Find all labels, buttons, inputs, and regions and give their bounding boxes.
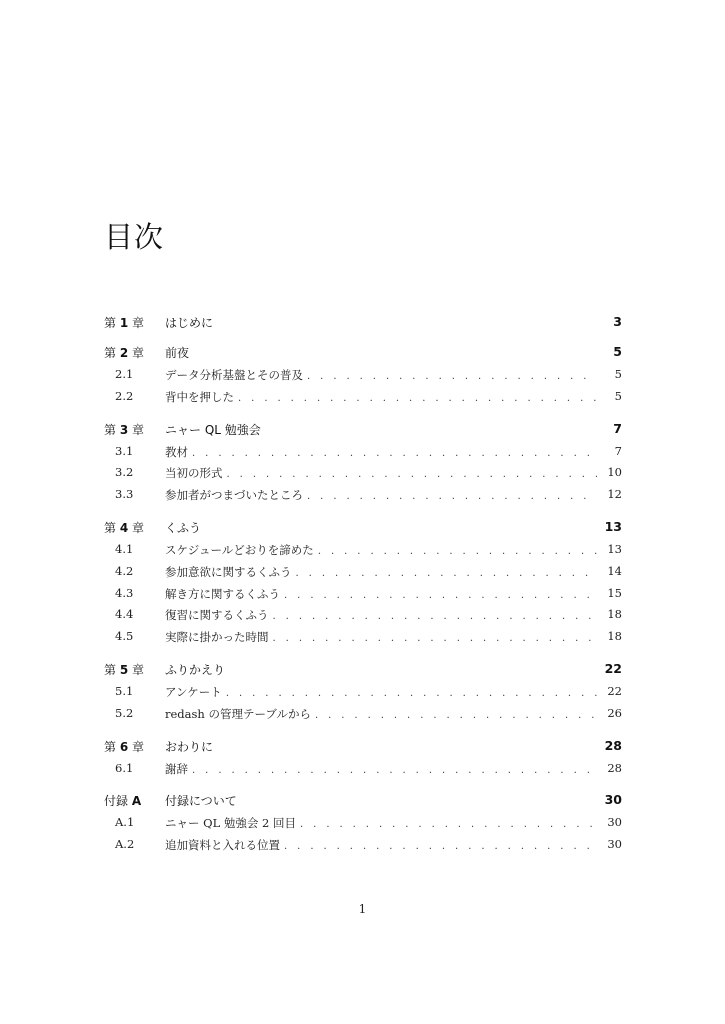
dot-leader — [284, 841, 597, 852]
section-page-number: 15 — [607, 585, 622, 600]
toc-chapter — [0, 657, 725, 725]
toc-chapter — [0, 515, 725, 648]
chapter-title: くふう — [165, 520, 202, 535]
chapter-number-value: 4 — [119, 520, 129, 535]
toc-section-entry[interactable] — [0, 604, 725, 626]
page-number: 1 — [358, 902, 367, 916]
section-number: 2.1 — [115, 367, 134, 381]
section-title-leader — [165, 389, 597, 405]
chapter-suffix: 章 — [132, 316, 145, 330]
section-title-leader — [165, 629, 597, 645]
chapter-number — [104, 661, 144, 678]
chapter-page-number: 7 — [613, 420, 622, 436]
chapter-number-value: A — [131, 794, 142, 809]
dot-leader — [300, 819, 597, 830]
section-title: 教材 — [165, 444, 188, 459]
section-title: 背中を押した — [165, 389, 234, 404]
section-page-number: 18 — [607, 607, 622, 622]
section-page-number: 12 — [607, 487, 622, 502]
toc-chapter-entry[interactable] — [0, 734, 725, 755]
chapter-prefix: 第 — [104, 520, 117, 535]
toc-section-entry[interactable] — [0, 703, 725, 725]
dot-leader — [307, 371, 597, 382]
chapter-title: はじめに — [165, 316, 214, 330]
toc-section-entry[interactable] — [0, 364, 725, 386]
chapter-number — [104, 344, 144, 361]
section-title-leader — [165, 444, 597, 460]
toc-section-entry[interactable] — [0, 681, 725, 703]
section-title-leader — [165, 564, 597, 580]
chapter-page-number: 30 — [604, 792, 622, 808]
chapter-prefix: 付録 — [104, 794, 129, 809]
section-title-leader — [165, 586, 597, 602]
section-page-number: 7 — [614, 443, 622, 458]
toc-section-entry[interactable] — [0, 758, 725, 780]
section-title: ニャー QL 勉強会 2 回目 — [165, 816, 297, 831]
dot-leader — [273, 633, 598, 644]
dot-leader — [192, 765, 597, 776]
chapter-suffix: 章 — [132, 346, 145, 360]
toc-chapter — [0, 734, 725, 780]
section-number: 4.2 — [115, 563, 134, 578]
chapter-number-value: 6 — [119, 739, 129, 754]
dot-leader — [226, 688, 597, 699]
section-title-leader — [165, 465, 597, 481]
dot-leader — [318, 546, 597, 557]
chapter-title: ニャー QL 勉強会 — [165, 422, 261, 437]
toc-chapter-entry[interactable] — [0, 657, 725, 678]
toc-section-entry[interactable] — [0, 462, 725, 484]
chapter-suffix: 章 — [132, 422, 145, 437]
chapter-title: ふりかえり — [165, 662, 226, 677]
chapter-prefix: 第 — [104, 739, 117, 754]
section-number: 5.2 — [115, 705, 134, 720]
section-title: 当初の形式 — [165, 466, 223, 481]
chapter-number — [104, 792, 141, 809]
section-title-leader — [165, 706, 597, 722]
section-title-leader — [165, 815, 597, 831]
dot-leader — [315, 710, 597, 721]
chapter-prefix: 第 — [104, 346, 117, 360]
chapter-prefix: 第 — [104, 316, 117, 330]
toc-section-entry[interactable] — [0, 386, 725, 408]
section-page-number: 28 — [607, 760, 622, 775]
section-number: 4.5 — [115, 629, 134, 644]
section-number: 5.1 — [115, 683, 134, 698]
toc-section-entry[interactable] — [0, 539, 725, 561]
section-page-number: 26 — [607, 705, 622, 720]
toc-list — [0, 310, 725, 865]
section-number: 4.3 — [115, 585, 134, 600]
section-number: 2.2 — [115, 388, 134, 403]
chapter-number — [104, 738, 144, 755]
section-number: 4.4 — [115, 607, 134, 622]
chapter-number-value: 1 — [119, 316, 129, 330]
toc-chapter — [0, 417, 725, 506]
toc-chapter — [0, 788, 725, 856]
section-title-leader — [165, 837, 597, 853]
toc-section-entry[interactable] — [0, 626, 725, 648]
section-page-number: 13 — [607, 541, 622, 556]
section-number: 3.1 — [115, 443, 134, 458]
toc-chapter — [0, 340, 725, 408]
toc-chapter — [0, 310, 725, 331]
section-number: 3.3 — [115, 487, 134, 502]
section-title: アンケート — [165, 684, 222, 699]
dot-leader — [192, 448, 597, 459]
section-title-leader — [165, 367, 597, 383]
chapter-page-number: 13 — [604, 518, 622, 534]
toc-section-entry[interactable] — [0, 441, 725, 463]
section-title: 参加意欲に関するくふう — [165, 564, 292, 579]
section-title-leader — [165, 487, 597, 503]
section-page-number: 30 — [607, 837, 622, 852]
section-title: 謝辞 — [165, 761, 188, 776]
section-title: 実際に掛かった時間 — [165, 630, 269, 645]
toc-chapter-entry[interactable] — [0, 788, 725, 809]
chapter-number-value: 5 — [119, 662, 129, 677]
toc-chapter-entry[interactable] — [0, 515, 725, 536]
toc-chapter-entry[interactable] — [0, 310, 725, 331]
section-page-number: 5 — [614, 388, 622, 403]
section-title: 参加者がつまづいたところ — [165, 488, 303, 503]
chapter-page-number: 28 — [604, 737, 622, 753]
chapter-title: おわりに — [165, 739, 214, 754]
section-number: A.2 — [115, 837, 135, 852]
chapter-number — [104, 314, 144, 331]
section-page-number: 10 — [607, 465, 622, 480]
dot-leader — [227, 469, 598, 480]
chapter-prefix: 第 — [104, 422, 117, 437]
section-page-number: 18 — [607, 629, 622, 644]
dot-leader — [273, 611, 598, 622]
section-title: 追加資料と入れる位置 — [165, 838, 280, 853]
chapter-page-number: 3 — [613, 314, 622, 329]
chapter-suffix: 章 — [132, 520, 145, 535]
section-title: 解き方に関するくふう — [165, 586, 280, 601]
section-number: 4.1 — [115, 541, 134, 556]
chapter-suffix: 章 — [132, 662, 145, 677]
chapter-suffix: 章 — [132, 739, 145, 754]
chapter-title: 前夜 — [165, 346, 190, 360]
section-number: A.1 — [115, 815, 135, 830]
toc-section-entry[interactable] — [0, 834, 725, 856]
chapter-number-value: 3 — [119, 422, 129, 437]
dot-leader — [296, 568, 598, 579]
dot-leader — [307, 491, 597, 502]
section-title-leader — [165, 761, 597, 777]
section-title: データ分析基盤とその普及 — [165, 368, 303, 382]
toc-section-entry[interactable] — [0, 484, 725, 506]
section-title-leader — [165, 684, 597, 700]
dot-leader — [284, 590, 597, 601]
toc-section-entry[interactable] — [0, 561, 725, 583]
chapter-page-number: 22 — [604, 660, 622, 676]
section-title: redash の管理テーブルから — [165, 706, 311, 721]
section-page-number: 14 — [607, 563, 622, 578]
chapter-prefix: 第 — [104, 662, 117, 677]
section-page-number: 22 — [607, 683, 622, 698]
section-title: 復習に関するくふう — [165, 608, 269, 623]
section-title-leader — [165, 542, 597, 558]
toc-title: 目次 — [104, 220, 165, 255]
chapter-number — [104, 519, 144, 536]
toc-section-entry[interactable] — [0, 583, 725, 605]
section-page-number: 5 — [614, 367, 622, 381]
toc-section-entry[interactable] — [0, 812, 725, 834]
chapter-number — [104, 421, 144, 438]
section-page-number: 30 — [607, 815, 622, 830]
toc-chapter-entry[interactable] — [0, 417, 725, 438]
chapter-page-number: 5 — [613, 344, 622, 359]
section-number: 3.2 — [115, 465, 134, 480]
toc-chapter-entry[interactable] — [0, 340, 725, 361]
section-title: スケジュールどおりを諦めた — [165, 542, 314, 557]
dot-leader — [238, 393, 597, 404]
section-number: 6.1 — [115, 760, 134, 775]
chapter-title: 付録について — [165, 794, 237, 809]
chapter-number-value: 2 — [119, 346, 129, 360]
section-title-leader — [165, 607, 597, 623]
